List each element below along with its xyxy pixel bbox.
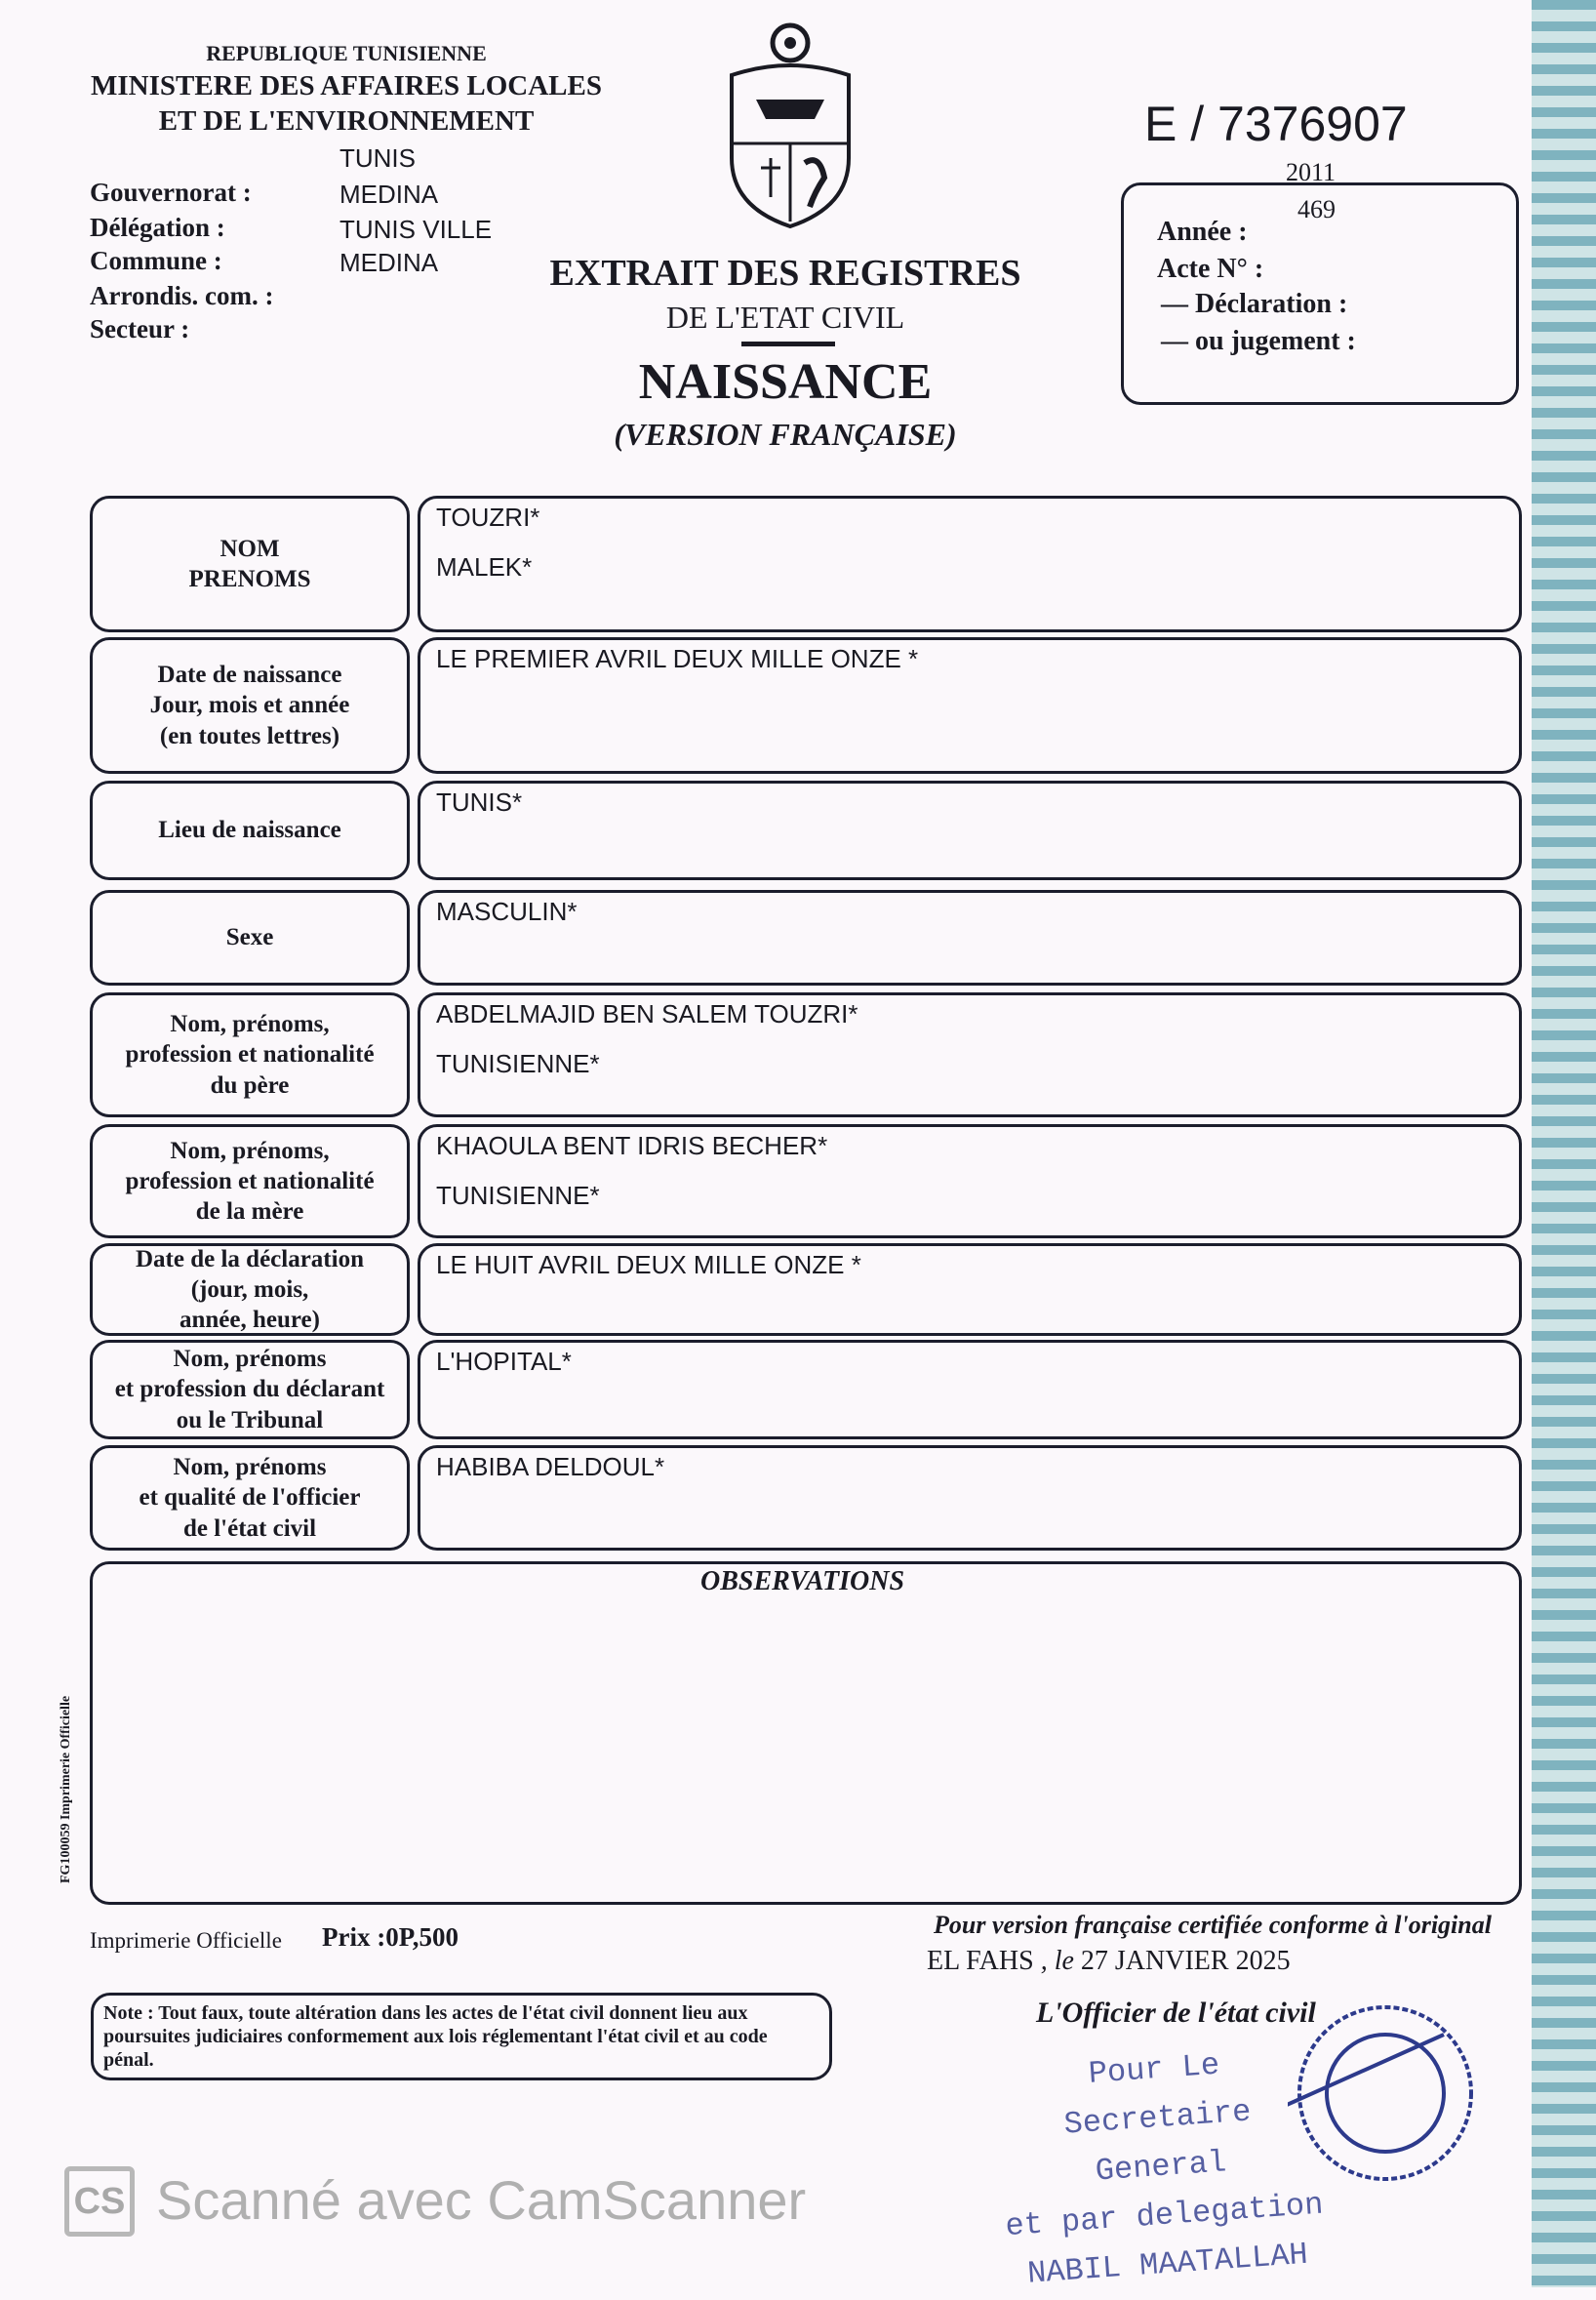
annee-label: Année :: [1157, 217, 1248, 247]
jugement-label: — ou jugement :: [1161, 326, 1356, 356]
declaration-label: — Déclaration :: [1161, 289, 1348, 319]
table-row: [418, 1124, 1522, 1238]
row-value: TUNIS*: [436, 787, 523, 817]
table-row: [418, 1243, 1522, 1336]
row-label: Lieu de naissance: [90, 781, 410, 880]
price: Prix :0P,500: [322, 1922, 459, 1952]
version-label: (VERSION FRANÇAISE): [614, 417, 957, 452]
row-label: Nom, prénoms et qualité de l'officier de l'état civil: [90, 1445, 410, 1551]
printer-label: Imprimerie Officielle: [90, 1928, 282, 1953]
header-field-value: MEDINA: [339, 248, 439, 277]
observations-box: [90, 1561, 1522, 1905]
place-date: EL FAHS , le 27 JANVIER 2025: [927, 1946, 1291, 1976]
acte-value: 469: [1297, 195, 1336, 223]
row-value: TUNISIENNE*: [436, 1181, 600, 1210]
row-value: MALEK*: [436, 552, 533, 582]
side-code: FG100059 Imprimerie Officielle: [59, 1695, 73, 1883]
camscanner-watermark: Scanné avec CamScanner: [156, 2169, 807, 2231]
table-row: [418, 637, 1522, 774]
officer-title: L'Officier de l'état civil: [1036, 1997, 1316, 2029]
row-value: L'HOPITAL*: [436, 1347, 572, 1376]
annee-value: 2011: [1286, 158, 1337, 186]
tunisia-emblem-icon: [722, 21, 858, 231]
row-value: TUNISIENNE*: [436, 1049, 600, 1078]
row-value: ABDELMAJID BEN SALEM TOUZRI*: [436, 999, 858, 1029]
row-label: Nom, prénoms et profession du déclarant ou le Tribunal: [90, 1340, 410, 1439]
header-field-label: Délégation :: [90, 213, 225, 242]
row-label: Nom, prénoms, profession et nationalité du père: [90, 992, 410, 1117]
row-value: KHAOULA BENT IDRIS BECHER*: [436, 1131, 828, 1160]
table-row: [418, 992, 1522, 1117]
row-label: Sexe: [90, 890, 410, 986]
republic-heading: REPUBLIQUE TUNISIENNE: [206, 41, 487, 65]
ministry-heading-2: ET DE L'ENVIRONNEMENT: [158, 105, 535, 137]
table-row: [418, 1445, 1522, 1551]
header-field-label: Commune :: [90, 246, 222, 275]
row-value: TOUZRI*: [436, 503, 540, 532]
title-line-1: EXTRAIT DES REGISTRES: [549, 253, 1021, 294]
table-row: [418, 781, 1522, 880]
row-value: LE PREMIER AVRIL DEUX MILLE ONZE *: [436, 644, 919, 673]
legal-note: Note : Tout faux, toute altération dans les actes de l'état civil donnent lieu aux poursuites judiciaires conformement aux lois réglementant l'état civil et au code pénal.: [91, 1993, 832, 2080]
row-label: Date de la déclaration (jour, mois, année, heure): [90, 1243, 410, 1336]
row-value: LE HUIT AVRIL DEUX MILLE ONZE *: [436, 1250, 861, 1279]
header-field-label: Secteur :: [90, 314, 190, 343]
header-field-label: Gouvernorat :: [90, 178, 252, 207]
camscanner-logo: CS: [64, 2166, 135, 2237]
table-row: [418, 1340, 1522, 1439]
official-seal-icon: [1288, 1996, 1483, 2191]
header-field-value: TUNIS VILLE: [339, 215, 493, 244]
security-border: [1532, 0, 1596, 2287]
ministry-heading: MINISTERE DES AFFAIRES LOCALES: [90, 70, 602, 101]
city: TUNIS: [339, 143, 416, 173]
table-row: [418, 890, 1522, 986]
header-field-value: MEDINA: [339, 180, 439, 209]
table-row: [418, 496, 1522, 632]
title-line-2: DE L'ETAT CIVIL: [665, 300, 905, 335]
header-field-label: Arrondis. com. :: [90, 281, 274, 310]
serial-number: E / 7376907: [1144, 97, 1408, 151]
delegation-stamp: Pour Le Secretaire General et par delegation NABIL MAATALLAH: [1004, 2046, 1325, 2292]
acte-label: Acte N° :: [1157, 254, 1264, 284]
row-label: Date de naissance Jour, mois et année (en toutes lettres): [90, 637, 410, 774]
divider: [741, 342, 835, 346]
certification-text: Pour version française certifiée conforme à l'original: [934, 1911, 1492, 1939]
row-label: Nom, prénoms, profession et nationalité de la mère: [90, 1124, 410, 1238]
row-value: MASCULIN*: [436, 897, 578, 926]
observations-label: OBSERVATIONS: [700, 1566, 905, 1596]
document-type: NAISSANCE: [638, 354, 933, 410]
row-label: NOM PRENOMS: [90, 496, 410, 632]
row-value: HABIBA DELDOUL*: [436, 1452, 665, 1481]
